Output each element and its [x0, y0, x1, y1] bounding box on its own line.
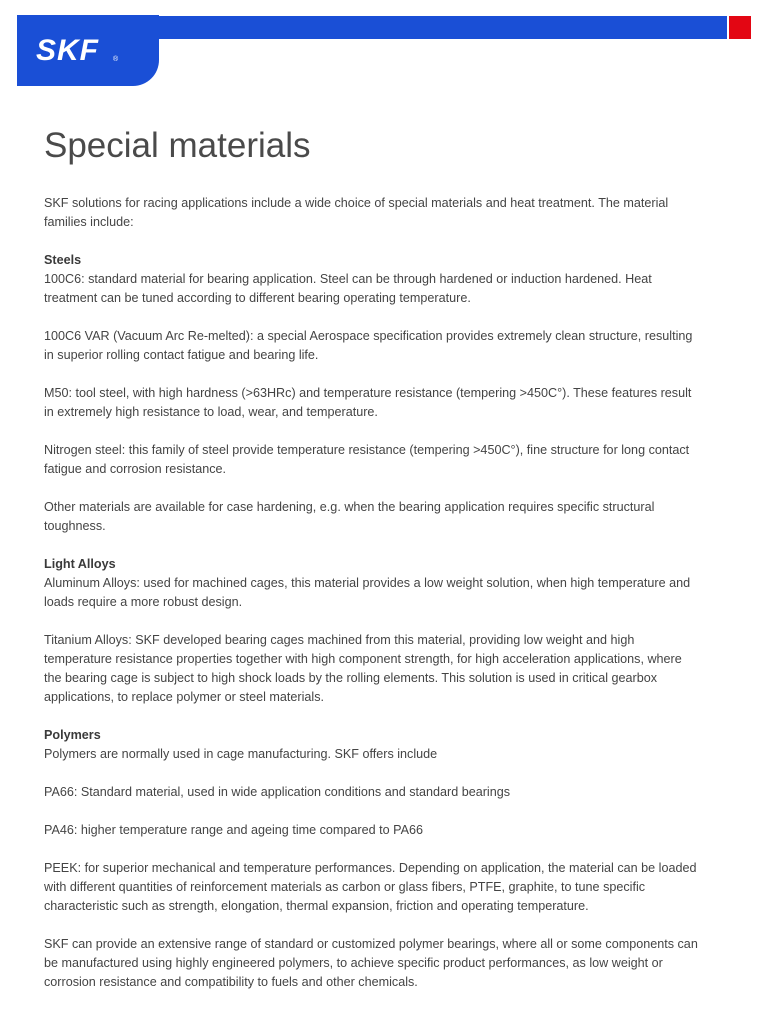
polymers-paragraph-1: Polymers are normally used in cage manufacturing. SKF offers include — [44, 747, 438, 761]
steels-paragraph-1: 100C6: standard material for bearing application. Steel can be through hardened or induction hardened. Heat treatment can be tuned according to different bearing operating temperature. — [44, 272, 652, 305]
registered-mark: ® — [113, 56, 119, 63]
intro-paragraph: SKF solutions for racing applications include a wide choice of special materials and heat treatment. The material families include: — [44, 196, 669, 229]
polymers-paragraph-3: PA46: higher temperature range and ageing time compared to PA66 — [44, 823, 423, 837]
logo-text: SKF — [36, 34, 99, 67]
steels-paragraph-4: Nitrogen steel: this family of steel provide temperature resistance (tempering >450C°), fine structure for long contact fatigue and corrosion resistance. — [44, 443, 690, 476]
light-alloys-paragraph-2: Titanium Alloys: SKF developed bearing cages machined from this material, providing low weight and high temperature resistance properties together with high component strength, for high acceleration applications, where the bearing cage is subject to high shock loads by the rolling elements. This solution is used in critical gearbox applications, to replace polymer or steel materials. — [44, 633, 682, 704]
steels-paragraph-3: M50: tool steel, with high hardness (>63HRc) and temperature resistance (tempering >450C°). These features result in extremely high resistance to load, wear, and temperature. — [44, 386, 692, 419]
polymers-paragraph-4: PEEK: for superior mechanical and temperature performances. Depending on application, the material can be loaded with different quantities of reinforcement materials as carbon or glass fibers, PTFE, graphite, to tune specific characteristic such as strength, elongation, thermal expansion, friction and operating temperature. — [44, 861, 697, 913]
document-body — [44, 124, 698, 992]
steels-paragraph-2: 100C6 VAR (Vacuum Arc Re-melted): a special Aerospace specification provides extremely clean structure, resulting in superior rolling contact fatigue and bearing life. — [44, 329, 693, 362]
light-alloys-paragraph-1: Aluminum Alloys: used for machined cages, this material provides a low weight solution, when high temperature and loads require a more robust design. — [44, 576, 691, 609]
section-heading-steels: Steels — [44, 253, 82, 267]
red-accent-square — [729, 16, 751, 39]
header-bar — [150, 16, 727, 39]
section-heading-light-alloys: Light Alloys — [44, 557, 116, 571]
polymers-paragraph-5: SKF can provide an extensive range of standard or customized polymer bearings, where all or some components can be manufactured using highly engineered polymers, to achieve specific product performances, as low weight or corrosion resistance and compatibility to fuels and other chemicals. — [44, 937, 698, 989]
skf-logo — [17, 15, 159, 86]
page-title: Special materials — [44, 126, 311, 165]
polymers-paragraph-2: PA66: Standard material, used in wide application conditions and standard bearings — [44, 785, 511, 799]
steels-paragraph-5: Other materials are available for case hardening, e.g. when the bearing application requires specific structural toughness. — [44, 500, 655, 533]
section-heading-polymers: Polymers — [44, 728, 101, 742]
